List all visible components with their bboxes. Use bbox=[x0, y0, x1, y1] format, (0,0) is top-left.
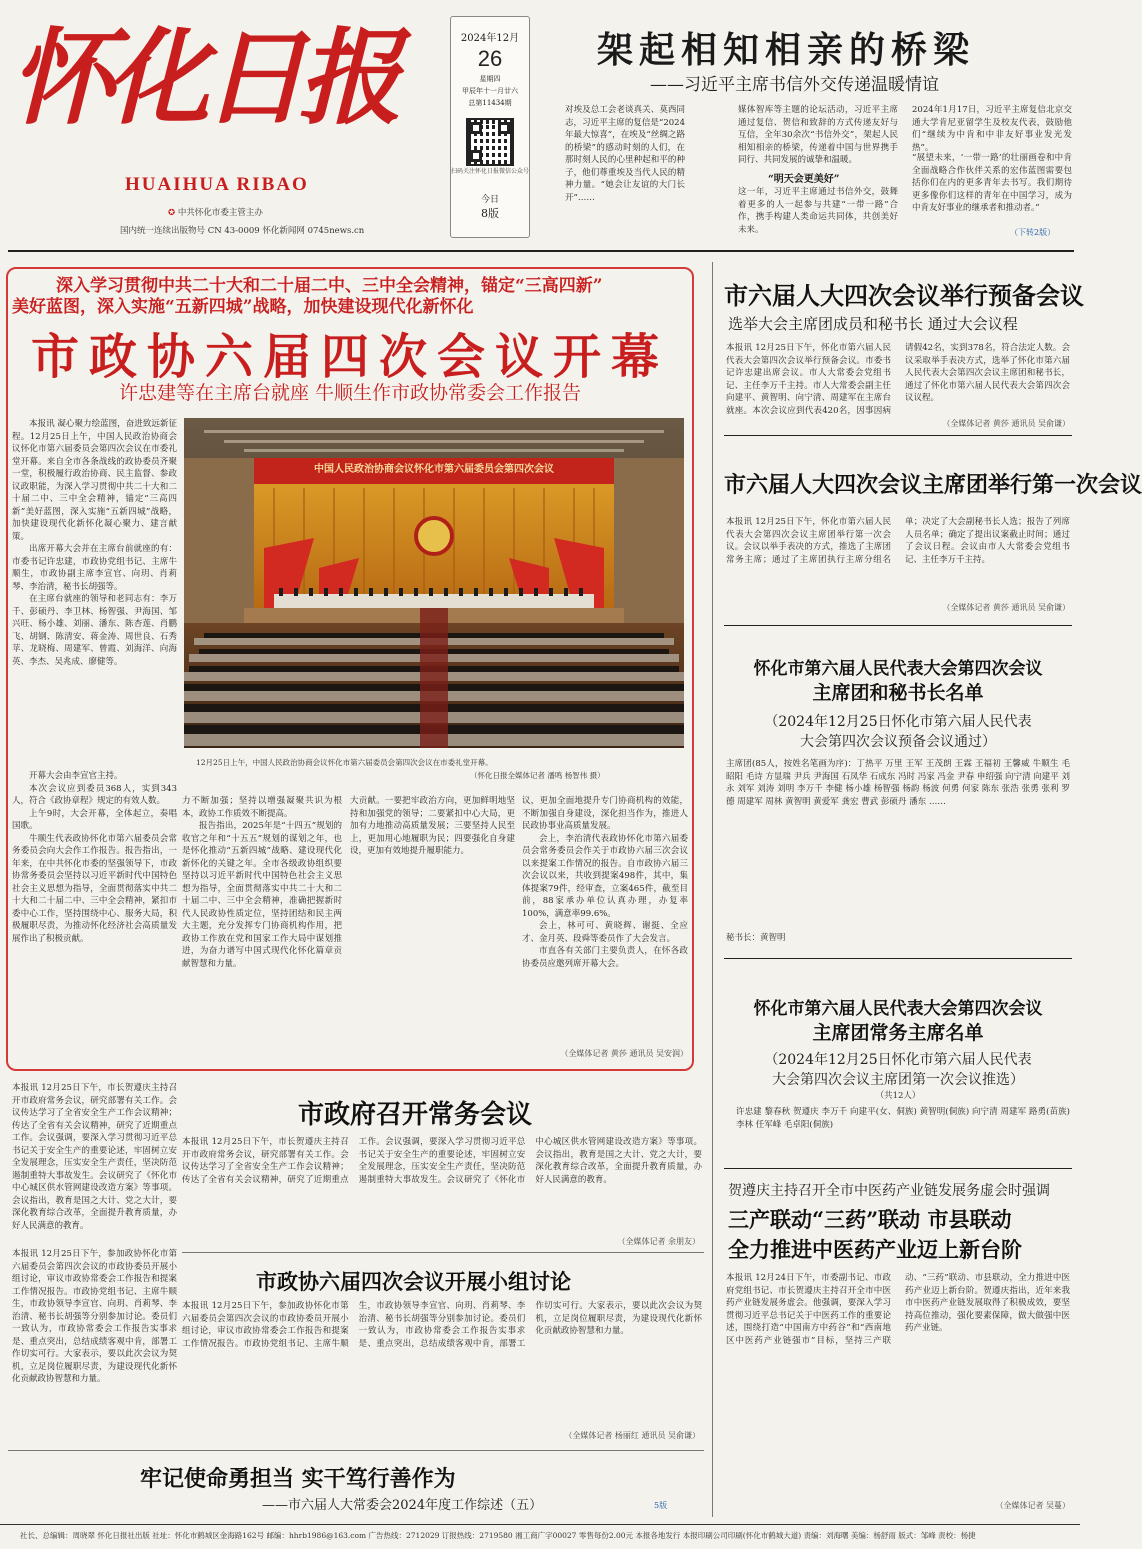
story-list-headline-2: 主席团和秘书长名单 bbox=[812, 682, 984, 704]
story-list-body: 主席团(85人，按姓名笔画为序)：丁热平 万里 王军 王茂朗 王霖 王福初 王馨威 牛顺生 毛昭阳 毛诗 方显瑞 尹兵 尹海国 石凤华 石成东 冯时 冯家 冯金 尹春 申绍强 向宁清 向建平 刘永 刘军 刘涛 刘明 李万千 李健 杨小雄 杨智强 杨韵 杨波 何勇 何家 陈东 张浩 张勇 张利 罗德 周建军 周林 黄智明 黄爱军 龚宏 曹武 彭硕丹 潘东 …… bbox=[726, 759, 1070, 807]
lead-body-col-4 bbox=[522, 795, 688, 1045]
lead-kicker-line-2: 美好蓝图，深入实施“五新四城”战略，加快建设现代化新怀化 bbox=[12, 297, 474, 317]
secretary-line bbox=[726, 932, 786, 945]
divider bbox=[724, 435, 1072, 436]
divider bbox=[724, 625, 1072, 626]
lead-paragraph: 出席开幕大会并在主席台前就座的有：市委书记许忠建，市政协党组书记、主席牛顺生，市政协副主席李宣官、向玥、肖莉琴、李治清，秘书长胡强等。 bbox=[12, 544, 177, 592]
lead-credit: （全媒体记者 黄莎 通讯员 吴安润） bbox=[560, 1049, 688, 1058]
issue-number: 总第11434期 bbox=[468, 99, 512, 107]
story-list-headline-1[interactable]: 怀化市第六届人民代表大会第四次会议 bbox=[753, 659, 1043, 679]
story-presidium-body: 本报讯 12月25日下午，怀化市第六届人民代表大会第四次会议主席团举行第一次会议。会议以举手表决的方式，推选了主席团常务主席；通过了主席团执行主席分组名单；决定了大会副秘书长人选；报告了列席人员名单；确定了提出议案截止时间；通过了会议日程。会议由市人大常委会党组书记、主任李万千主持。 bbox=[726, 517, 1070, 565]
story-standing-body: 许忠建 黎春秋 贺遵庆 李万千 向建平(女、侗族) 黄智明(侗族) 向宁清 周建军 路勇(苗族) 李林 任军峰 毛卓阳(侗族) bbox=[736, 1107, 1070, 1130]
lead-paragraph: 力不断加强；坚持以增强凝聚共识为根本，政协工作质效不断提高。 bbox=[182, 796, 342, 819]
gov-meeting-headline[interactable]: 市政府召开常务会议 bbox=[298, 1100, 533, 1130]
review-headline[interactable]: 牢记使命勇担当 实干笃行善作为 bbox=[140, 1466, 456, 1492]
story-prep-meeting-body: 本报讯 12月25日下午，怀化市第六届人民代表大会第四次会议举行预备会议。市委书记许忠建出席会议。市人大常委会党组书记、主任李万千主持。市人大常委会副主任向建平、黄智明、向宁清、周建军在主席台就座。本次会议应到代表420名，因事因病请假42名，实到378名，符合法定人数。会议采取举手表决方式，选举了怀化市第六届人民代表大会第四次会议主席团和秘书长，通过了怀化市第六届人民代表大会第四次会议议程。 bbox=[726, 343, 1070, 416]
page-count: 8版 bbox=[481, 207, 499, 220]
top-story-subhead: “明天会更美好” bbox=[768, 174, 840, 185]
conference-photo[interactable] bbox=[184, 418, 684, 748]
lead-headline[interactable]: 市政协六届四次会议开幕 bbox=[30, 329, 669, 385]
photo-caption: 12月25日上午，中国人民政治协商会议怀化市第六届委员会第四次会议在市委礼堂开幕。 bbox=[196, 758, 493, 767]
qr-caption: 扫码关注怀化日报微信公众号 bbox=[451, 168, 530, 175]
lead-paragraph: 市直各有关部门主要负责人，在怀各政协委员应邀列席开幕大会。 bbox=[522, 946, 688, 969]
lead-paragraph: 大贡献。一要把牢政治方向，更加鲜明地坚持和加强党的领导；二要紧扣中心大局，更加有力地推动高质量发展；三要坚持人民至上，更加用心地履职为民；四要强化自身建设，更加有效地提升履职能力。 bbox=[350, 796, 515, 856]
story-list-sub-1: （2024年12月25日怀化市第六届人民代表 bbox=[764, 714, 1032, 730]
footer-imprint: 社长、总编辑：周晓翠 怀化日报社出版 社址：怀化市鹤城区金海路162号 邮编：hhrb1986@163.com 广告热线：2712029 订报热线：2719580 湘工商广字00027 零售每份2.00元 本报各地发行 本报印刷公司印刷(怀化市鹤城大道) 责编：刘海曙 美编：杨舒雨 版式：邹峰 责校：杨捷 bbox=[0, 1524, 1080, 1549]
publication-number: 国内统一连续出版物号 CN 43-0009 怀化新闻网 0745news.cn bbox=[120, 226, 365, 236]
divider bbox=[182, 1252, 704, 1253]
today-label: 今日 bbox=[480, 195, 499, 205]
cppcc-discussion-headline[interactable]: 市政协六届四次会议开展小组讨论 bbox=[256, 1269, 571, 1294]
top-story-col-4: 2024年1月17日，习近平主席复信北京交通大学肯尼亚留学生及校友代表，鼓励他们“继续为中肯和中非友好事业发光发热”。 bbox=[912, 105, 1072, 153]
lead-paragraph: 本次会议应到委员368人，实到343人，符合《政协章程》规定的有效人数。 bbox=[12, 783, 177, 806]
lead-paragraph: 开幕大会由李宣官主持。 bbox=[29, 771, 123, 781]
story-prep-meeting-credit: （全媒体记者 黄莎 通讯员 吴俞谦） bbox=[942, 419, 1070, 428]
lead-body-col-3 bbox=[350, 795, 515, 1057]
top-story-col-2: 媒体智库等主题的论坛活动，习近平主席通过复信、贺信和致辞的方式传递友好与互信，全年30余次“书信外交”，架起人民相知相亲的桥梁，传递着中国与世界携手同行、共同发展的诚挚和温暖。 bbox=[738, 105, 898, 165]
column-divider bbox=[712, 262, 713, 1517]
story-prep-meeting-headline[interactable]: 市六届人大四次会议举行预备会议 bbox=[724, 281, 1084, 310]
cppcc-lead-col: 本报讯 12月25日下午，参加政协怀化市第六届委员会第四次会议的市政协委员开展小组讨论，审议市政协常委会工作报告和提案工作情况报告。市政协党组书记、主席牛顺生，市政协领导李宣官、向玥、肖莉琴、李治清、秘书长胡强等分别参加讨论。委员们一致认为，市政协常委会工作报告实事求是、重点突出，总结成绩客观中肯，部署工作切实可行。大家表示，要以此次会议为契机，立足岗位履职尽责，为建设现代化新怀化贡献政协智慧和力量。 bbox=[12, 1249, 177, 1384]
story-tcm-body: 本报讯 12月24日下午，市委副书记、市政府党组书记、市长贺遵庆主持召开全市中医药产业链发展务虚会。他强调，要深入学习贯彻习近平总书记关于中医药工作的重要论述，围绕打造“中国南方中药谷”和“西南地区中医药产业链强市”目标，坚持三产联动、“三药”联动、市县联动，全力推进中医药产业迈上新台阶。贺遵庆指出，近年来我市中医药产业链发展取得了积极成效，要坚持高位推动，强化要素保障，做大做强中医药产业链。 bbox=[726, 1273, 1070, 1346]
stage-banner: 中国人民政治协商会议怀化市第六届委员会第四次会议 bbox=[314, 464, 554, 475]
lead-paragraph: 上午9时，大会开幕，全体起立，奏唱国歌。 bbox=[12, 808, 177, 831]
story-tcm-kicker: 贺遵庆主持召开全市中医药产业链发展务虚会时强调 bbox=[728, 1183, 1050, 1199]
story-prep-meeting-sub: 选举大会主席团成员和秘书长 通过大会议程 bbox=[728, 315, 1018, 333]
gov-meeting-credit: （全媒体记者 余朋友） bbox=[617, 1237, 700, 1246]
top-story-col-1b bbox=[688, 104, 732, 232]
gov-meeting-lead-col: 本报讯 12月25日下午，市长贺遵庆主持召开市政府常务会议，研究部署有关工作。会议传达学习了全省安全生产工作会议精神；传达了全省有关会议精神，研究了近期重点工作。会议强调，要深入学习贯彻习近平总书记关于安全生产的重要论述，牢固树立安全发展理念，压实安全生产责任，坚决防范遏制重特大事故发生。会议研究了《怀化市中心城区供水管网建设改造方案》等事项。会议指出，教育是国之大计、党之大计，要深化教育综合改革，全面提升教育质量，办好人民满意的教育。 bbox=[12, 1083, 177, 1231]
lunar-date: 甲辰年十一月廿六 bbox=[462, 87, 518, 95]
lead-body-col-2 bbox=[182, 795, 342, 1057]
cppcc-discussion-body: 本报讯 12月25日下午，参加政协怀化市第六届委员会第四次会议的市政协委员开展小组讨论，审议市政协常委会工作报告和提案工作情况报告。市政协党组书记、主席牛顺生，市政协领导李宣官、向玥、肖莉琴、李治清、秘书长胡强等分别参加讨论。委员们一致认为，市政协常委会工作报告实事求是、重点突出，总结成绩客观中肯，部署工作切实可行。大家表示，要以此次会议为契机，立足岗位履职尽责，为建设现代化新怀化贡献政协智慧和力量。 bbox=[182, 1301, 702, 1349]
lead-paragraph: 会上，李治清代表政协怀化市第六届委员会常务委员会作关于市政协六届三次会议以来提案工作情况的报告。自市政协六届三次会议以来，共收到提案498件，其中，集体提案79件，经审查，立案465件，截至目前，88家承办单位认真办理，办复率100%，满意率99.6%。 bbox=[522, 833, 688, 919]
photo-credit: （怀化日报全媒体记者 潘鸣 杨智伟 摄） bbox=[470, 771, 605, 780]
story-list-sub-2: 大会第四次会议预备会议通过） bbox=[800, 734, 996, 750]
lead-body-col-1b bbox=[12, 770, 177, 1060]
story-tcm-headline-2: 全力推进中医药产业迈上新台阶 bbox=[728, 1237, 1022, 1262]
party-emblem-icon: ✪ bbox=[168, 208, 176, 218]
story-standing-headline-1[interactable]: 怀化市第六届人民代表大会第四次会议 bbox=[753, 999, 1043, 1019]
top-story-col-3: 这一年，习近平主席通过书信外交，鼓舞着更多的人一起参与共建“一带一路”合作，携手构建人类命运共同体，共创美好未来。 bbox=[738, 187, 898, 235]
story-tcm-credit: （全媒体记者 吴蔓） bbox=[995, 1501, 1070, 1510]
divider bbox=[724, 958, 1072, 959]
secretary-name: 黄智明 bbox=[760, 933, 786, 943]
lead-kicker-line-1: 深入学习贯彻中共二十大和二十届二中、三中全会精神，锚定“三高四新” bbox=[56, 276, 603, 296]
story-presidium-headline[interactable]: 市六届人大四次会议主席团举行第一次会议 bbox=[724, 472, 1142, 498]
date-box bbox=[450, 16, 530, 238]
masthead-rule bbox=[8, 250, 1074, 252]
lead-paragraph: 报告指出，2025年是“十四五”规划的收官之年和“十五五”规划的谋划之年，也是怀化推动“五新四城”战略、建设现代化新怀化的关键之年。全市各级政协组织要坚持以习近平新时代中国特色社会主义思想为指导，全面贯彻落实中共二十大和二十届二中、三中全会精神，准确把握新时代人民政协性质定位，坚持团结和民主两大主题，充分发挥专门协商机构作用，把政协工作放在党和国家工作大局中谋划推进，为奋力谱写中国式现代化怀化篇章贡献智慧和力量。 bbox=[182, 821, 342, 969]
day-number: 26 bbox=[477, 46, 503, 71]
lead-paragraph: 本报讯 凝心聚力绘蓝图，奋进致远新征程。12月25日上午，中国人民政治协商会议怀化市第六届委员会第四次会议在市委礼堂开幕。来自全市各条战线的政协委员齐聚一堂，积极履行政治协商、民主监督、参政议政职能，为深入学习贯彻中共二十大和二十届二中、三中全会精神，锚定“三高四新”美好蓝图，深入实施“五新四城”战略，加快建设现代化新怀化凝心聚力、建言献策。 bbox=[12, 419, 177, 542]
review-jump-link[interactable]: 5版 bbox=[654, 1501, 668, 1510]
lead-paragraph: 在主席台就座的领导和老同志有：李万千、彭硕丹、李卫林、杨智强、尹海国、邹兴旺、杨小雄、刘丽、潘东、陈杏莲、肖鹏飞、胡钢、陈清安、蒋金涛、周世良、石秀苹、龙晓梅、周建军、曾霞、刘海洋、向海英、李杰、吴兆成、廖健等。 bbox=[12, 594, 177, 667]
publisher-line bbox=[168, 206, 263, 218]
review-subheadline: ——市六届人大常委会2024年度工作综述（五） bbox=[262, 1498, 543, 1513]
masthead-pinyin: HUAIHUA RIBAO bbox=[125, 174, 309, 195]
top-story-col-1: 对埃及总工会老谈真关、莫西同志，习近平主席的复信是“2024年最大惊喜”，在埃及“丝绸之路的桥梁”的感动时刻的人们，在那时刻人民的心里种起和平的种子，他们尊重埃及当代人民的精神力量。“她会让友谊的大门长开”…… bbox=[565, 105, 685, 203]
story-tcm-headline-1[interactable]: 三产联动“三药”联动 市县联动 bbox=[728, 1207, 1012, 1232]
story-standing-headline-2: 主席团常务主席名单 bbox=[812, 1022, 984, 1044]
story-presidium-credit: （全媒体记者 黄莎 通讯员 吴俞谦） bbox=[942, 603, 1070, 612]
story-standing-sub-1: （2024年12月25日怀化市第六届人民代表 bbox=[764, 1052, 1032, 1068]
weekday: 星期四 bbox=[479, 75, 501, 83]
masthead-logo: 怀化日报 bbox=[10, 16, 395, 139]
story-standing-sub-2: 大会第四次会议主席团第一次会议推选） bbox=[772, 1072, 1024, 1088]
top-story-col-5: “展望未来，‘一带一路’的壮丽画卷和中肯全面战略合作伙伴关系的宏伟蓝图需要包括你们在内的更多青年去书写。我们期待更多像你们这样的青年在中国学习，成为中肯友好事业的继承者和推动者。” bbox=[912, 153, 1072, 213]
top-story-subtitle: ——习近平主席书信外交传递温暖情谊 bbox=[650, 75, 939, 95]
gov-meeting-body: 本报讯 12月25日下午，市长贺遵庆主持召开市政府常务会议，研究部署有关工作。会议传达学习了全省安全生产工作会议精神；传达了全省有关会议精神，研究了近期重点工作。会议强调，要深入学习贯彻习近平总书记关于安全生产的重要论述，牢固树立安全发展理念，压实安全生产责任，坚决防范遏制重特大事故发生。会议研究了《怀化市中心城区供水管网建设改造方案》等事项。会议指出，教育是国之大计、党之大计，要深化教育综合改革，全面提升教育质量，办好人民满意的教育。 bbox=[182, 1137, 702, 1185]
year-month: 2024年12月 bbox=[460, 33, 520, 44]
cppcc-discussion-credit: （全媒体记者 杨丽红 通讯员 吴俞谦） bbox=[564, 1431, 700, 1440]
publisher-text: 中共怀化市委主管主办 bbox=[177, 208, 263, 218]
divider bbox=[8, 1450, 704, 1451]
lead-body-col-1 bbox=[12, 418, 177, 768]
lead-paragraph: 会上，林可可、黄晓辉、谢挺、全应才、金月英、段舜等委员作了大会发言。 bbox=[522, 921, 688, 944]
divider bbox=[724, 1168, 1072, 1169]
standing-count: （共12人） bbox=[875, 1091, 921, 1101]
lead-subheadline: 许忠建等在主席台就座 牛顺生作市政协常委会工作报告 bbox=[118, 382, 582, 404]
top-story-title[interactable]: 架起相知相亲的桥梁 bbox=[597, 29, 976, 71]
qr-code-icon[interactable] bbox=[466, 118, 514, 166]
lead-paragraph: 牛顺生代表政协怀化市第六届委员会常务委员会向大会作工作报告。报告指出，一年来，在中共怀化市委的坚强领导下，市政协常务委员会坚持以习近平新时代中国特色社会主义思想为指导，全面贯彻落实中共二十大和二十届二中、三中全会精神，紧扣市委中心工作，坚持围绕中心、服务大局，积极履职尽责，为推动怀化经济社会高质量发展作出了积极贡献。 bbox=[12, 833, 177, 944]
secretary-label: 秘书长： bbox=[726, 933, 761, 943]
lead-paragraph: 议，更加全面地提升专门协商机构的效能，不断加强自身建设，深化担当作为，推进人民政协事业高质量发展。 bbox=[522, 796, 688, 831]
jump-link[interactable]: （下转2版） bbox=[1010, 228, 1056, 237]
